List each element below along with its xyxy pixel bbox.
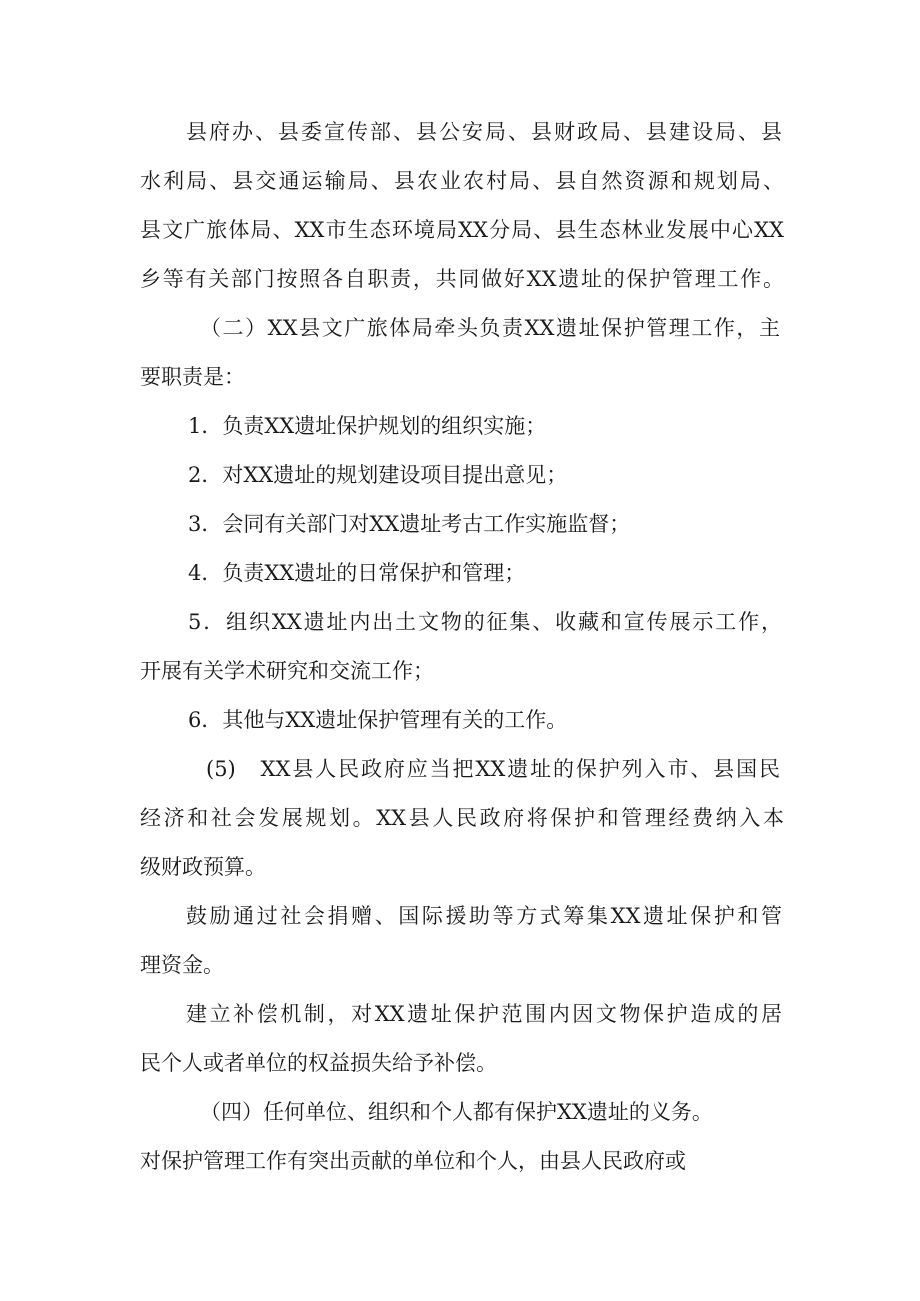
paragraph-line-2: 水利局、县交通运输局、县农业农村局、县自然资源和规划局、	[140, 169, 784, 193]
section-two-heading-line-2: 要职责是：	[140, 365, 245, 389]
duty-item-2: 2．对XX遗址的规划建设项目提出意见；	[188, 463, 568, 487]
section-four-line-2: 对保护管理工作有突出贡献的单位和个人，由县人民政府或	[140, 1149, 686, 1173]
duty-item-4: 4．负责XX遗址的日常保护和管理；	[188, 561, 526, 585]
duty-item-5-line-1: 5．组织XX遗址内出土文物的征集、收藏和宣传展示工作，	[188, 610, 782, 634]
duty-item-5-line-2: 开展有关学术研究和交流工作；	[140, 659, 434, 683]
compensation-paragraph-line-1: 建立补偿机制，对XX遗址保护范围内因文物保护造成的居	[186, 1002, 782, 1026]
duty-item-1: 1．负责XX遗址保护规划的组织实施；	[188, 414, 547, 438]
duty-item-6: 6．其他与XX遗址保护管理有关的工作。	[188, 708, 568, 732]
section-five-line-1: (5) XX县人民政府应当把XX遗址的保护列入市、县国民	[206, 757, 780, 781]
section-four-line-1: （四）任何单位、组织和个人都有保护XX遗址的义务。	[200, 1100, 713, 1124]
compensation-paragraph-line-2: 民个人或者单位的权益损失给予补偿。	[140, 1051, 497, 1075]
paragraph-line-3: 县文广旅体局、XX市生态环境局XX分局、县生态林业发展中心XX	[140, 218, 784, 242]
section-two-heading-line-1: （二）XX县文广旅体局牵头负责XX遗址保护管理工作，主	[200, 316, 780, 340]
paragraph-line-1: 县府办、县委宣传部、县公安局、县财政局、县建设局、县	[186, 120, 782, 144]
duty-item-3: 3．会同有关部门对XX遗址考古工作实施监督；	[188, 512, 631, 536]
donation-paragraph-line-2: 理资金。	[140, 953, 224, 977]
section-five-line-3: 级财政预算。	[140, 855, 266, 879]
donation-paragraph-line-1: 鼓励通过社会捐赠、国际援助等方式筹集XX遗址保护和管	[186, 904, 782, 928]
section-five-line-2: 经济和社会发展规划。XX县人民政府将保护和管理经费纳入本	[140, 806, 784, 830]
paragraph-line-4: 乡等有关部门按照各自职责，共同做好XX遗址的保护管理工作。	[140, 267, 784, 291]
